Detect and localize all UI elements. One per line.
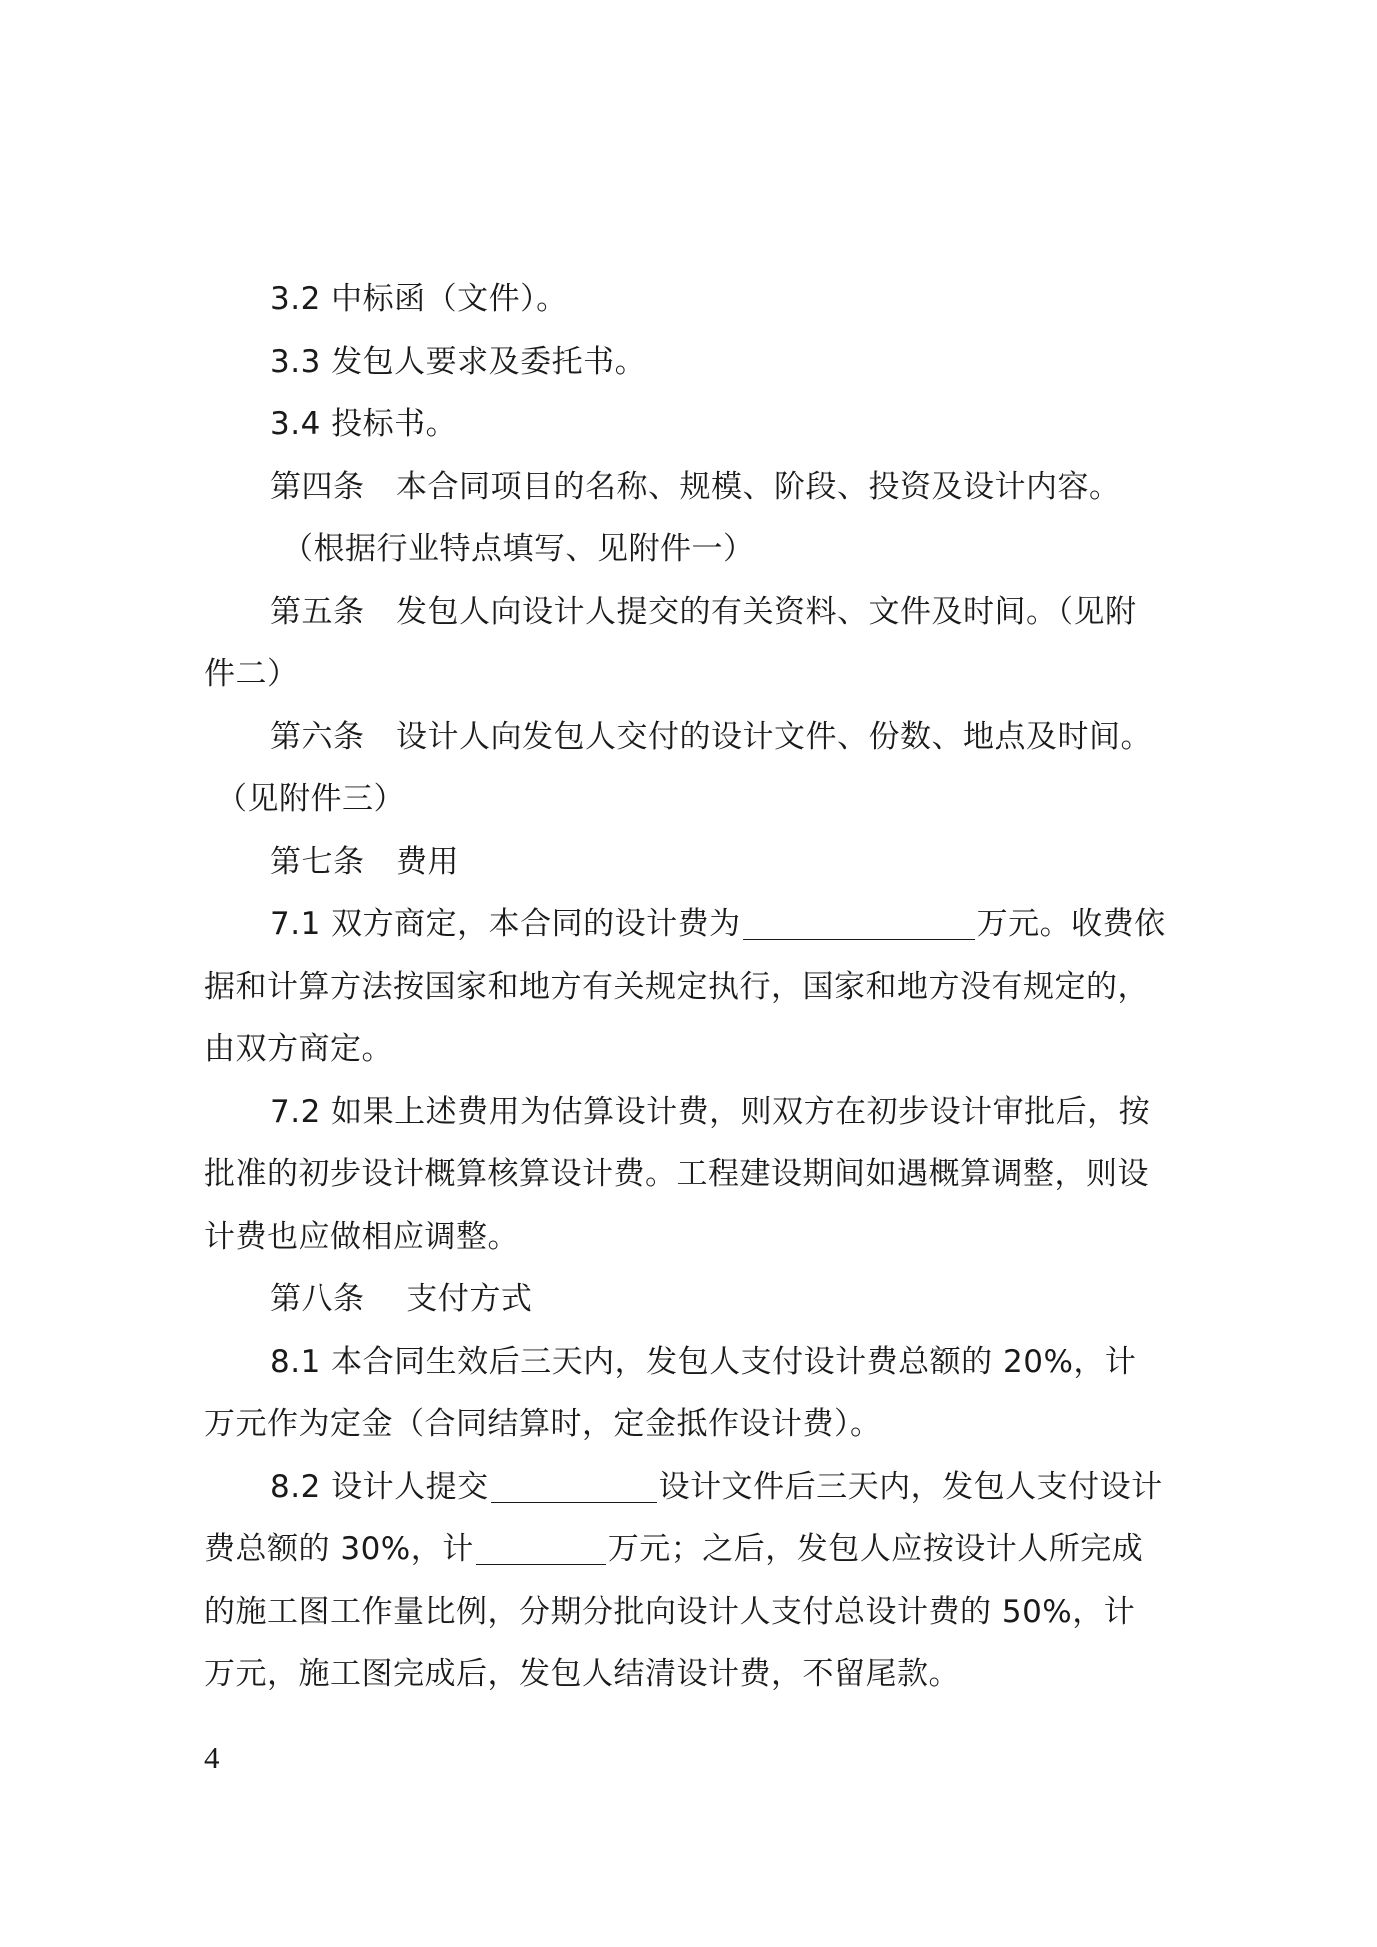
design-stage-blank [491,1470,657,1503]
clause-3-2: 3.2 中标函（文件）。 [270,281,568,317]
article-7-heading: 第七条 费用 [270,843,459,880]
clause-3-3: 3.3 发包人要求及委托书。 [270,343,647,380]
document-body [204,268,1184,1706]
clause-8-1-line-1: 8.1 本合同生效后三天内，发包人支付设计费总额的 20%，计 [270,1343,1137,1380]
clause-8-1-line-2: 万元作为定金（合同结算时，定金抵作设计费）。 [204,1406,882,1442]
article-4-heading: 第四条 本合同项目的名称、规模、阶段、投资及设计内容。 [270,468,1121,505]
clause-8-2-line-1: 8.2 设计人提交 设计文件后三天内，发包人支付设计 [270,1468,1163,1505]
article-8-heading: 第八条 支付方式 [270,1281,533,1317]
clause-7-2-line-1: 7.2 如果上述费用为估算设计费，则双方在初步设计审批后，按 [270,1093,1151,1130]
article-6-line-2: （见附件三） [216,781,405,817]
article-5-line-2: 件二） [204,656,299,692]
clause-3-4: 3.4 投标书。 [270,406,458,442]
clause-7-2-line-2: 批准的初步设计概算核算设计费。工程建设期间如遇概算调整，则设 [204,1156,1149,1192]
clause-8-2-line-3: 的施工图工作量比例，分期分批向设计人支付总设计费的 50%，计 [204,1593,1136,1630]
payment-amount-blank [476,1532,606,1565]
clause-8-2-line-4: 万元，施工图完成后，发包人结清设计费，不留尾款。 [204,1656,960,1692]
clause-7-1-line-1: 7.1 双方商定，本合同的设计费为 万元。收费依 [270,906,1166,942]
clause-8-2-line-2: 费总额的 30%，计 万元；之后，发包人应按设计人所完成 [204,1531,1144,1567]
article-6-line-1: 第六条 设计人向发包人交付的设计文件、份数、地点及时间。 [270,718,1152,755]
article-4-note: （根据行业特点填写、见附件一） [282,531,755,567]
clause-7-1-line-2: 据和计算方法按国家和地方有关规定执行，国家和地方没有规定的， [204,968,1149,1005]
fee-amount-blank [743,907,975,940]
clause-7-2-line-3: 计费也应做相应调整。 [204,1218,519,1255]
article-5-line-1: 第五条 发包人向设计人提交的有关资料、文件及时间。（见附 [270,593,1137,630]
clause-7-1-line-3: 由双方商定。 [204,1031,393,1067]
page-number: 4 [204,1740,220,1775]
